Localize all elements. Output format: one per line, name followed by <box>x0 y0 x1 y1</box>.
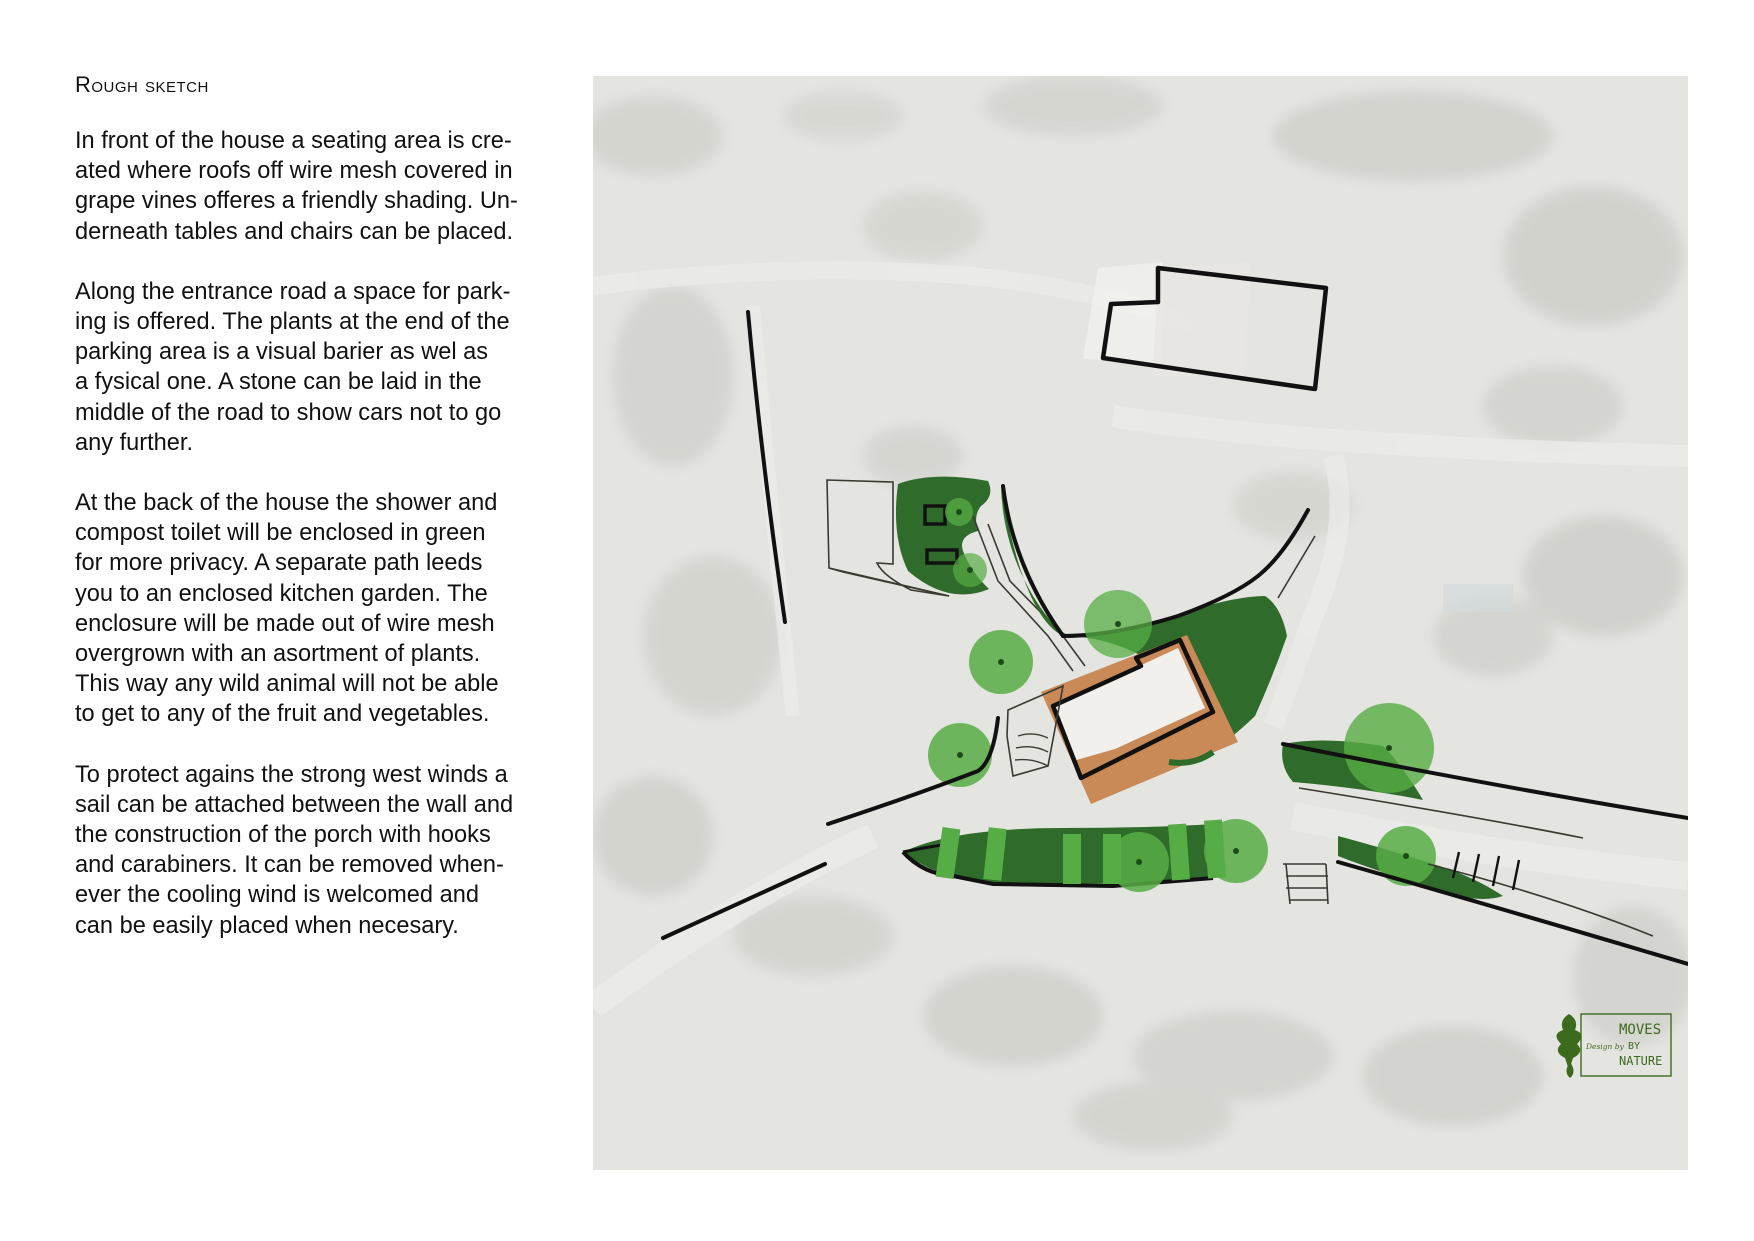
page-title: Rough sketch <box>75 72 209 97</box>
paragraph-line: derneath tables and chairs can be placed. <box>75 218 514 245</box>
paragraph-line: middle of the road to show cars not to go <box>75 399 502 426</box>
paragraph-line: parking area is a visual barier as wel as <box>75 339 489 366</box>
paragraph-line: ated where roofs off wire mesh covered in <box>75 158 513 185</box>
paragraph-line: any further. <box>75 429 194 456</box>
site-plan-sketch <box>593 76 1688 1170</box>
logo-word-moves: MOVES <box>1619 1022 1662 1038</box>
logo-word-by: BY <box>1628 1041 1641 1052</box>
paragraph-line: you to an enclosed kitchen garden. The <box>75 580 488 607</box>
paragraph-line: ing is offered. The plants at the end of the <box>75 309 510 336</box>
paragraph-line: enclosure will be made out of wire mesh <box>75 610 495 637</box>
paragraph-line: grape vines offeres a friendly shading. Un- <box>75 188 518 215</box>
paragraph-line: Along the entrance road a space for park- <box>75 278 511 305</box>
paragraph-line: sail can be attached between the wall and <box>75 791 514 818</box>
paragraph-line: ever the cooling wind is welcomed and <box>75 882 479 909</box>
description-paragraph <box>75 760 560 941</box>
logo-word-nature: NATURE <box>1619 1054 1663 1068</box>
paragraph-line: a fysical one. A stone can be laid in the <box>75 369 482 396</box>
description-paragraphs <box>75 126 560 941</box>
paragraph-line: to get to any of the fruit and vegetables. <box>75 701 490 728</box>
paragraph-line: and carabiners. It can be removed when- <box>75 852 504 879</box>
paragraph-line: This way any wild animal will not be able <box>75 671 499 698</box>
description-paragraph <box>75 277 560 458</box>
paragraph-line: compost toilet will be enclosed in green <box>75 520 486 547</box>
paragraph-line: In front of the house a seating area is cre- <box>75 128 512 154</box>
description-paragraph <box>75 488 560 730</box>
text-column <box>75 70 560 971</box>
paragraph-line: the construction of the porch with hooks <box>75 822 491 849</box>
paragraph-line: overgrown with an asortment of plants. <box>75 641 481 668</box>
logo-design-by: Design by <box>1586 1042 1624 1051</box>
paragraph-line: for more privacy. A separate path leeds <box>75 550 483 577</box>
paragraph-line: To protect agains the strong west winds a <box>75 761 508 788</box>
description-paragraph <box>75 126 560 247</box>
paragraph-line: At the back of the house the shower and <box>75 490 498 517</box>
paragraph-line: can be easily placed when necesary. <box>75 912 459 939</box>
